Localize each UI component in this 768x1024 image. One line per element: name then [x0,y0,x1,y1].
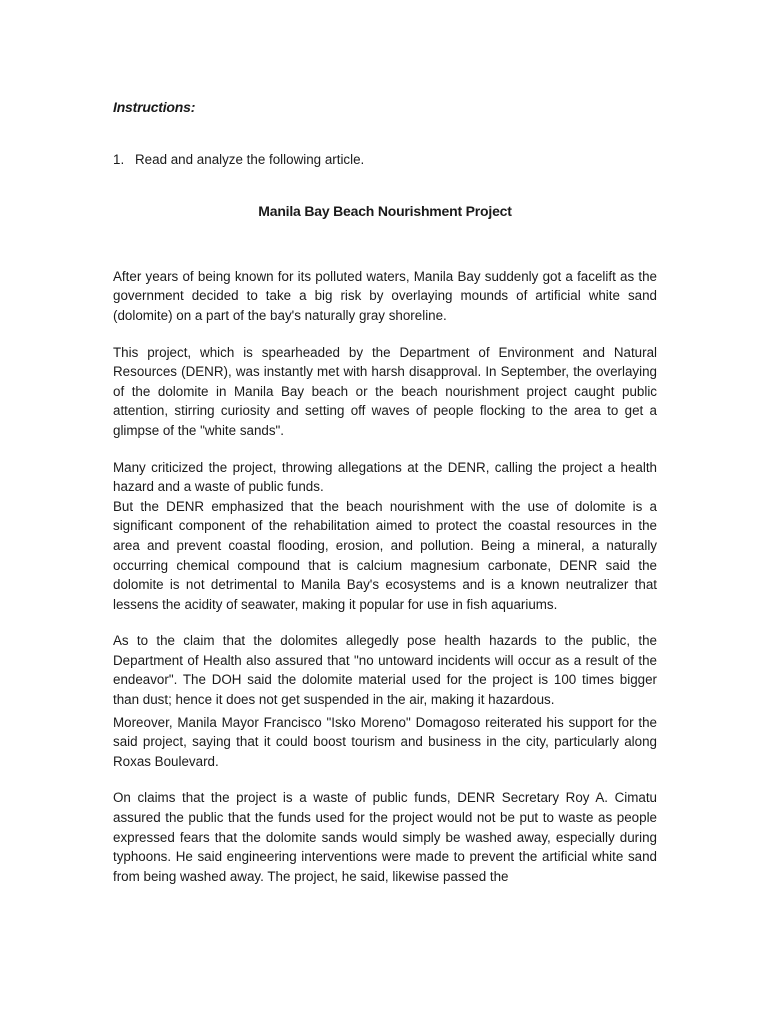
paragraph-4: But the DENR emphasized that the beach nourishment with the use of dolomite is a significant component of the rehabilitation aimed to protect the coastal resources in the area and prevent coastal flooding, erosion, and pollution. Being a mineral, a naturally occurring chemical compound that is calcium magnesium carbonate, DENR said the dolomite is not detrimental to Manila Bay's ecosystems and is a known neutralizer that lessens the acidity of seawater, making it popular for use in fish aquariums. [113,498,657,612]
document-content [113,98,657,886]
paragraph-7: On claims that the project is a waste of public funds, DENR Secretary Roy A. Cimatu assured the public that the funds used for the project would not be put to waste as people expressed fears that the dolomite sands would simply be washed away, especially during typhoons. He said engineering interventions were made to prevent the artificial white sand from being washed away. The project, he said, likewise passed the [113,790,657,884]
paragraph-1: After years of being known for its polluted waters, Manila Bay suddenly got a facelift as the government decided to take a big risk by overlaying mounds of artificial white sand (dolomite) on a part of the bay's naturally gray shoreline. [113,268,657,323]
paragraph-5: As to the claim that the dolomites allegedly pose health hazards to the public, the Department of Health also assured that "no untoward incidents will occur as a result of the endeavor". The DOH said the dolomite material used for the project is 100 times bigger than dust; hence it does not get suspended in the air, making it hazardous. [113,633,657,708]
instruction-text: Read and analyze the following article. [135,151,365,167]
paragraph-6: Moreover, Manila Mayor Francisco "Isko Moreno" Domagoso reiterated his support for the said project, saying that it could boost tourism and business in the city, particularly along Roxas Boulevard. [113,714,657,769]
paragraph-2: This project, which is spearheaded by the Department of Environment and Natural Resources (DENR), was instantly met with harsh disapproval. In September, the overlaying of the dolomite in Manila Bay beach or the beach nourishment project caught public attention, stirring curiosity and setting off waves of people flocking to the area to get a glimpse of the "white sands". [113,344,657,438]
article-title: Manila Bay Beach Nourishment Project [258,203,512,220]
paragraph-3: Many criticized the project, throwing allegations at the DENR, calling the project a health hazard and a waste of public funds. [113,459,657,495]
instruction-item [113,150,657,170]
instruction-number: 1. [113,151,125,167]
instructions-heading: Instructions: [113,99,196,115]
